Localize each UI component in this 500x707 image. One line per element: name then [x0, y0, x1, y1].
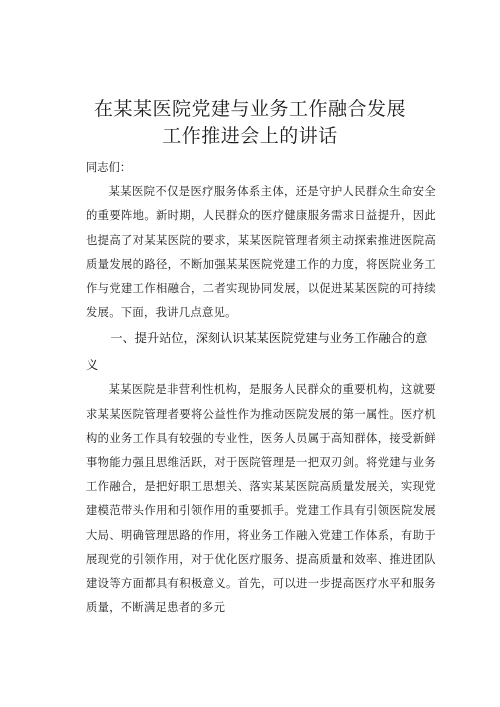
speech-body — [86, 156, 436, 620]
title-line-1: 在某某医院党建与业务工作融合发展 — [93, 97, 406, 120]
paragraph-intro: 某某医院不仅是医疗服务体系主体，还是守护人民群众生命安全的重要阵地。新时期，人民群众的医疗健康服务需求日益提升，因此也提高了对某某医院的要求，某某医院管理者须主动探索推进医院高质量发展的路径，不断加强某某医院党建工作的力度，将医院业务工作与党建工作相融合，二者实现协同发展，以促进某某医院的可持续发展。下面，我讲几点意见。 — [86, 185, 436, 320]
speech-title — [0, 96, 500, 150]
salutation: 同志们： — [86, 161, 132, 174]
paragraph-section-1: 某某医院是非营利性机构，是服务人民群众的重要机构，这就要求某某医院管理者要将公益性作为推动医院发展的第一属性。医疗机构的业务工作具有较强的专业性，医务人员属于高知群体，接受新鲜事物能力强且思维活跃，对于医院管理是一把双刃剑。将党建与业务工作融合，是把好职工思想关、落实某某医院高质量发展关，实现党建模范带头作用和引领作用的重要抓手。党建工作具有引领医院发展大局、明确管理思路的作用，将业务工作融入党建工作体系，有助于展现党的引领作用，对于优化医疗服务、提高质量和效率、推进团队建设等方面都具有积极意义。首先，可以进一步提高医疗水平和服务质量，不断满足患者的多元 — [86, 383, 436, 615]
title-line-2: 工作推进会上的讲话 — [162, 124, 338, 147]
section-heading-1: 一、提升站位，深刻认识某某医院党建与业务工作融合的意义 — [86, 331, 428, 372]
